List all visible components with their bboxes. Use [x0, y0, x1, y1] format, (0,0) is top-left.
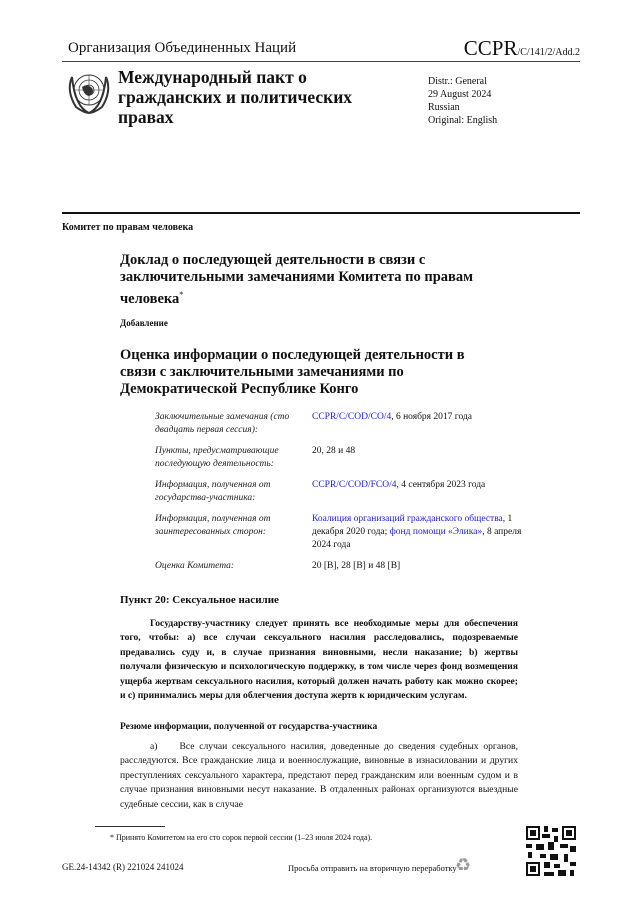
summary-heading: Резюме информации, полученной от государства-участника	[120, 722, 378, 732]
report-title-text: Доклад о последующей деятельности в связи с заключительными замечаниями Комитета по правам человека	[120, 252, 473, 307]
distribution-type: Distr.: General	[428, 76, 487, 87]
document-symbol	[464, 36, 580, 61]
document-link[interactable]: CCPR/C/COD/CO/4	[312, 412, 392, 422]
row-value: 20, 28 и 48	[312, 446, 356, 456]
row-text: , 6 ноября 2017 года	[391, 412, 472, 422]
summary-paragraph	[120, 740, 518, 812]
row-value	[312, 479, 525, 505]
document-number: GE.24-14342 (R) 221024 241024	[62, 862, 184, 872]
row-label: Заключительные замечания (сто двадцать первая сессия):	[155, 412, 290, 435]
row-text: , 1 декабря 2020 года;	[312, 514, 513, 537]
recycle-icon: ♻	[455, 855, 472, 875]
un-emblem-icon	[64, 67, 114, 115]
document-language: Russian	[428, 102, 460, 113]
document-link[interactable]: CCPR/C/COD/FCO/4	[312, 480, 397, 490]
recycle-text: Просьба отправить на вторичную переработку	[288, 863, 457, 873]
row-label: Информация, полученная от заинтересованных сторон:	[155, 514, 271, 537]
stakeholder-link[interactable]: фонд помощи «Элика»	[389, 527, 483, 537]
header-divider	[62, 61, 580, 62]
assessment-title: Оценка информации о последующей деятельности в связи с заключительными замечаниями по Демократической Республике Конго	[120, 347, 465, 397]
footnote: * Принято Комитетом на его сто сорок первой сессии (1–23 июля 2024 года).	[110, 833, 373, 842]
row-text: , 4 сентября 2023 года	[396, 480, 486, 490]
report-title	[120, 252, 480, 308]
addendum-label: Добавление	[120, 318, 168, 328]
distribution-info	[428, 75, 497, 127]
original-language: Original: English	[428, 115, 498, 126]
row-label: Пункты, предусматривающие последующую деятельность:	[155, 446, 279, 469]
row-label: Оценка Комитета:	[155, 561, 235, 571]
symbol-suffix: /C/141/2/Add.2	[517, 47, 580, 58]
title-divider	[62, 212, 580, 214]
recommendation-paragraph	[120, 617, 518, 703]
table-row	[155, 411, 525, 437]
recommendation-text: Государству-участнику следует принять все необходимые меры для обеспечения того, чтобы: a) все случаи сексуального насилия расследовались, подозреваемые предавались суду и, в случае признания виновными, несли наказание; b) жертвы получали физическую и психологическую поддержку, в том числе через фонд возмещения ущерба жертвам сексуального насилия, который должен начать работу как можно скорее; и c) принимались меры для облегчения доступа жертв к юридическим услугам.	[120, 618, 518, 702]
paragraph-marker: a)	[150, 741, 158, 752]
row-value	[312, 513, 525, 552]
document-date: 29 August 2024	[428, 89, 492, 100]
organization-name: Организация Объединенных Наций	[68, 40, 297, 56]
stakeholder-link[interactable]: Коалиция организаций гражданского общества	[312, 514, 503, 524]
table-row	[155, 445, 525, 471]
row-value	[312, 411, 525, 437]
symbol-main: CCPR	[463, 36, 518, 60]
table-row	[155, 513, 525, 552]
committee-name: Комитет по правам человека	[62, 222, 194, 233]
footnote-mark[interactable]: *	[179, 290, 184, 299]
info-table	[155, 411, 525, 581]
table-row	[155, 560, 525, 573]
row-value: 20 [B], 28 [B] и 48 [B]	[312, 561, 401, 571]
row-label: Информация, полученная от государства-участника:	[155, 480, 271, 503]
qr-code-icon[interactable]	[524, 824, 578, 878]
section-heading: Пункт 20: Сексуальное насилие	[120, 594, 279, 606]
row-text: , 8 апреля 2024 года	[312, 527, 522, 550]
footnote-divider	[95, 826, 165, 827]
document-title: Международный пакт о гражданских и политических правах	[118, 67, 353, 127]
table-row	[155, 479, 525, 505]
summary-text: Все случаи сексуального насилия, доведенные до сведения судебных органов, расследуются. Все гражданские лица и военнослужащие, виновные в изнасиловании и других преступлениях сексуального характера, предстают перед гражданским или военным судом и в случае признания виновными несут наказание. В отдаленных районах организуются выездные судебные сессии, как в случае	[120, 741, 518, 810]
